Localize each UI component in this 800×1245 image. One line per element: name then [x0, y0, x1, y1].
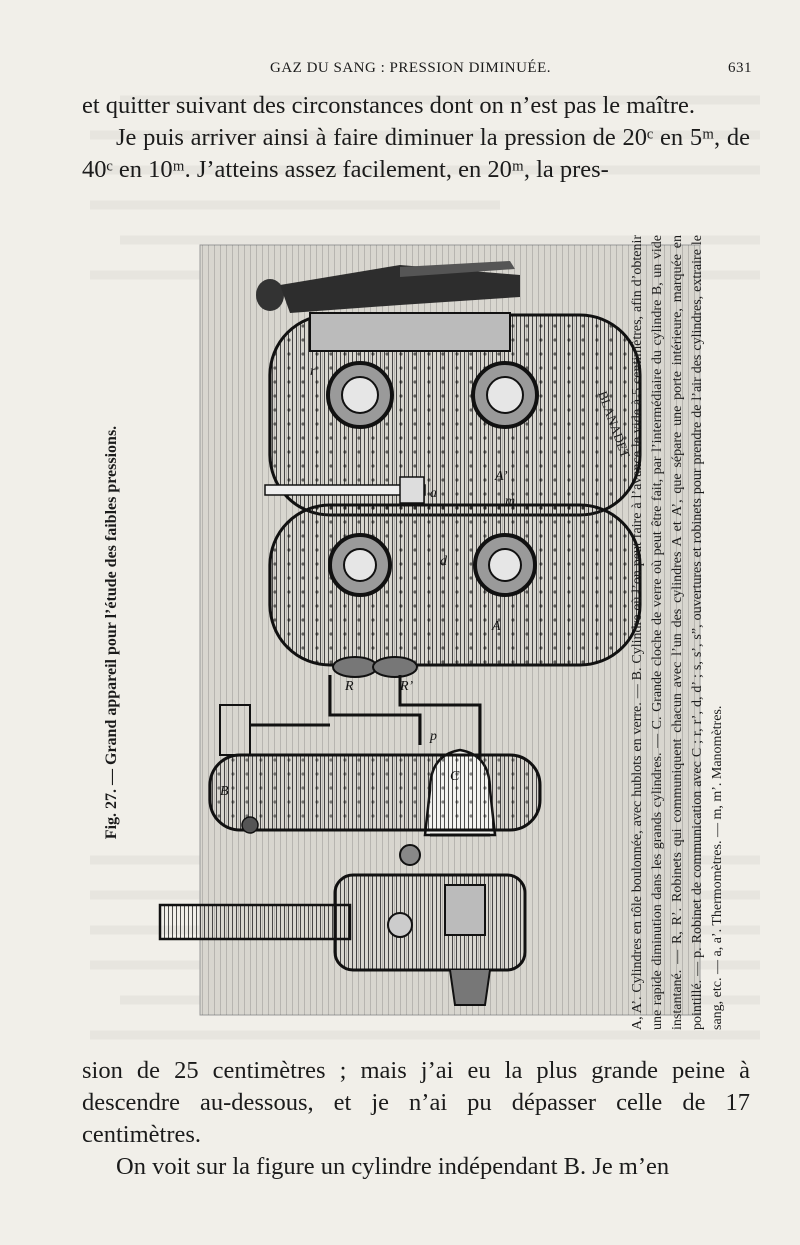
label-p: p [430, 729, 437, 744]
figure-caption: Fig. 27. — Grand appareil pour l’étude des faibles pressions. [103, 425, 120, 840]
body-text-bottom [82, 1055, 750, 1183]
paragraph: Je puis arriver ainsi à faire diminuer la pression de 20ᶜ en 5ᵐ, de 40ᶜ en 10ᵐ. J’atteins assez facilement, en 20ᵐ, la pres- [82, 124, 750, 183]
figure-legend: A, A’. Cylindres en tôle boulonnée, avec hublots en verre. — B. Cylindre où l’on peut faire à l’avance le vide à 5 centimètres, afin d’obtenir une rapide diminution dans les grands cylindres. — C. Grande cloche de verre où peut être fait, par l’intermédiaire du cylindre B, un vide instantané. — R, R’. Robinets qui communiquent chacun avec l’un des cylindres A et A’, que sépare une porte intérieure, marquée en pointillé. — p. Robinet de communication avec C ; r, r’, d, d’ ; s, s’, s”, ouvertures et robinets pour prendre de l’air des cylindres, extraire le sang, etc. — a, a’. Thermomètres. — m, m’. Manomètres. [630, 235, 725, 1030]
cylinder-lower [270, 505, 640, 677]
running-title: GAZ DU SANG : PRESSION DIMINUÉE. [270, 60, 552, 76]
paragraph-continuation: et quitter suivant des circonstances dont on n’est pas le maître. [82, 92, 696, 119]
body-text-top [82, 90, 750, 186]
label-r: r [310, 364, 316, 379]
page-number: 631 [728, 60, 752, 76]
paragraph-continuation: sion de 25 centimètres ; mais j’ai eu la plus grande peine à descendre au-dessous, et je n’ai pu dépasser celle de 17 centimètres. [82, 1057, 750, 1148]
paragraph: On voit sur la figure un cylindre indépendant B. Je m’en [116, 1153, 670, 1180]
label-a: a [430, 486, 437, 501]
label-R: R [345, 679, 354, 694]
label-C: C [450, 769, 460, 784]
label-R-prime: R’ [400, 679, 414, 694]
running-head [80, 60, 752, 84]
label-d: d [440, 554, 447, 569]
cylinder-b [210, 755, 540, 833]
engraver-signature: BLANADET [595, 388, 634, 460]
label-m: m [505, 494, 516, 509]
label-A: A [492, 619, 501, 634]
label-B: B [220, 784, 229, 799]
label-A-prime: A’ [495, 469, 508, 484]
